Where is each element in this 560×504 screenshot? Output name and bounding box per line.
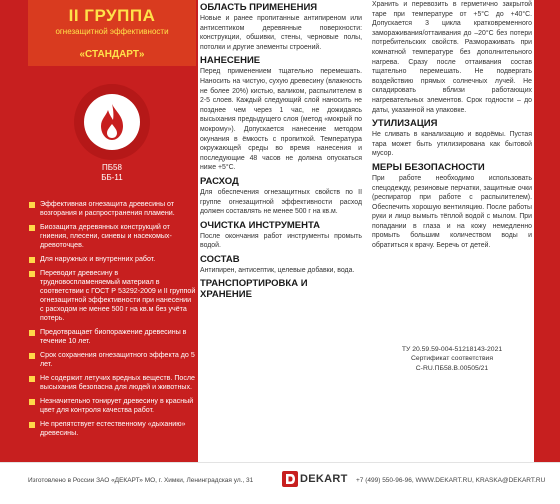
- benefit-item: [28, 223, 196, 250]
- benefit-text: Биозащита деревянных конструкций от гниения, плесени, синевы и насекомых-древоточцев.: [40, 223, 172, 249]
- section-heading-usage: НАНЕСЕНИЕ: [200, 55, 261, 67]
- instructions-column-left: [200, 0, 362, 301]
- section-heading-application: ОБЛАСТЬ ПРИМЕНЕНИЯ: [200, 2, 318, 13]
- benefits-list: [28, 200, 196, 443]
- fire-class: [28, 163, 196, 183]
- group-header: [28, 0, 196, 66]
- fire-emblem-inner: [84, 94, 140, 150]
- fire-emblem: [74, 84, 150, 160]
- bullet-icon: [29, 257, 35, 263]
- section-heading-safety: МЕРЫ БЕЗОПАСНОСТИ: [372, 161, 485, 173]
- bullet-icon: [29, 353, 35, 359]
- section-text-safety: При работе необходимо использовать спецодежду, резиновые перчатки, защитные очки (респиратор при работе с распылителем). Обеспечить хорошую вентиляцию. После работы руки и лицо вымыть тёплой водой с мылом. При попадании в глаза и на кожу немедленно промыть большим количеством воды и обратиться к врачу. Беречь от детей.: [372, 174, 532, 250]
- section-heading-cleaning: ОЧИСТКА ИНСТРУМЕНТА: [200, 219, 321, 231]
- benefit-text: Переводит древесину в трудновоспламеняемый материал в соответствии с ГОСТ Р 53292-2009 и II группой огнезащитной эффективности при нанесении с расходом не менее 500 г на кв.м без учёта потерь.: [40, 269, 196, 322]
- benefit-text: Не препятствует естественному «дыханию» древесины.: [40, 420, 186, 437]
- benefit-item: [28, 420, 196, 438]
- benefit-item: [28, 269, 196, 323]
- group-title: II ГРУППА: [68, 6, 156, 25]
- section-text-application: Новые и ранее пропитанные антипиреном или антисептиком деревянные поверхности: конструкции, обшивки, стены, черновые полы, потолки и другие элементы строений.: [200, 15, 362, 51]
- certificate-number: С-RU.ПБ58.В.00505/21: [415, 364, 489, 372]
- left-panel: [28, 0, 196, 462]
- benefit-item: [28, 351, 196, 369]
- footer: [0, 462, 560, 504]
- benefit-item: [28, 200, 196, 218]
- instructions-column-right: [372, 0, 532, 254]
- section-text-usage: Перед применением тщательно перемешать. Наносить на чистую, сухую древесину (влажность не более 20%) кистью, валиком, распылителем в 2-5 слоев. Каждый следующий слой наносить не позднее чем через 1 час, не дожидаясь высыхания предыдущего слоя (метод «мокрый по мокрому»). Допускается нанесение методом окунания в ёмкость с пропиткой. Температура окружающей среды во время нанесения и последующие 48 часов не должна опускаться ниже +5°С.: [200, 68, 362, 172]
- tu-number: ТУ 20.59.59-004-51218143-2021: [401, 346, 503, 353]
- section-heading-consumption: РАСХОД: [200, 175, 239, 187]
- bullet-icon: [29, 376, 35, 382]
- section-text-cleaning: После окончания работ инструменты промыть водой.: [200, 232, 362, 250]
- section-heading-storage: ТРАНСПОРТИРОВКА И ХРАНЕНИЕ: [200, 278, 308, 301]
- dekart-logo-icon: [282, 471, 298, 487]
- section-text-consumption: Для обеспечения огнезащитных свойств по II группе огнезащитной эффективности расход должен составлять не менее 500 г на кв.м.: [200, 188, 362, 216]
- section-heading-composition: СОСТАВ: [200, 253, 240, 265]
- benefit-item: [28, 374, 196, 392]
- bullet-icon: [29, 330, 35, 336]
- brand-name: DEKART: [300, 473, 348, 485]
- bullet-icon: [29, 225, 35, 231]
- section-text-storage: Хранить и перевозить в герметично закрытой таре при температуре от +5°С до +40°С. Допускается 3 цикла кратковременного замораживания/оттаивания до –20°С без потери потребительских свойств. Размораживать при комнатной температуре без дополнительного нагрева. Сразу после оттаивания состав тщательно перемешать. Не подвергать воздействию прямых солнечных лучей. Не складировать вблизи работающих нагревательных элементов. Срок годности – до даты, указанной на упаковке.: [372, 1, 532, 114]
- benefit-text: Для наружных и внутренних работ.: [40, 255, 156, 263]
- bullet-icon: [29, 422, 35, 428]
- section-text-disposal: Не сливать в канализацию и водоёмы. Пустая тара может быть утилизирована как бытовой мусор.: [372, 131, 532, 158]
- manufacturer-info: Изготовлено в России ЗАО «ДЕКАРТ» МО, г. Химки, Ленинградская ул., 31: [28, 477, 254, 484]
- flame-icon: [96, 102, 128, 142]
- certificate-label: Сертификат соответствия: [410, 355, 494, 363]
- fire-class-code: ПБ58: [102, 163, 122, 172]
- bullet-icon: [29, 399, 35, 405]
- benefit-item: [28, 397, 196, 415]
- benefit-text: Срок сохранения огнезащитного эффекта до 5 лет.: [40, 351, 195, 368]
- bullet-icon: [29, 271, 35, 277]
- group-subtitle: огнезащитной эффективности: [55, 27, 169, 36]
- benefit-text: Незначительно тонирует древесину в красный цвет для контроля качества работ.: [40, 397, 194, 414]
- certification-block: [372, 345, 532, 373]
- contact-info: +7 (499) 550-96-96, WWW.DEKART.RU, KRASKA@DEKART.RU: [356, 477, 546, 484]
- bullet-icon: [29, 202, 35, 208]
- benefit-text: Предотвращает биопоражение древесины в течение 10 лет.: [40, 328, 187, 345]
- section-text-composition: Антипирен, антисептик, целевые добавки, вода.: [200, 266, 355, 274]
- benefit-text: Эффективная огнезащита древесины от возгорания и распространения пламени.: [40, 200, 175, 217]
- benefit-text: Не содержит летучих вредных веществ. После высыхания безопасна для людей и животных.: [40, 374, 196, 391]
- benefit-item: [28, 328, 196, 346]
- benefit-item: [28, 255, 196, 264]
- fire-class-group: ББ-11: [101, 173, 123, 182]
- standard-label: «СТАНДАРТ»: [79, 49, 145, 60]
- section-heading-disposal: УТИЛИЗАЦИЯ: [372, 118, 438, 130]
- instructions-panel: [198, 0, 534, 462]
